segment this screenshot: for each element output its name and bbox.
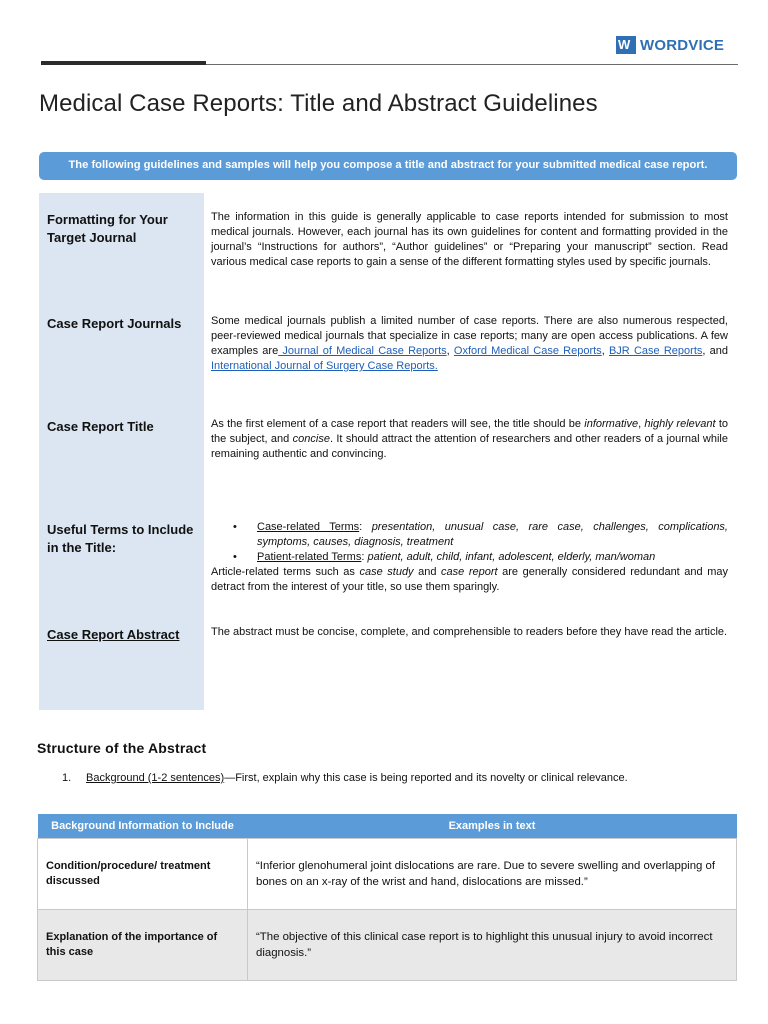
section-text-journals: Some medical journals publish a limited number of case reports. There are also numerous respected, peer-reviewed medical journals that specialize in case reports; many are open access publications. A few examples are Journal of Medical Case Reports, Oxford Medical Case Reports, BJR Case Reports, and International Journal of Surgery Case Reports. [211, 315, 728, 372]
section-text-formatting: The information in this guide is generally applicable to case reports intended for submission to most medical journals. However, each journal has its own guidelines for content and formatting provided in the journal’s “Instructions for authors”, “Author guidelines” or “Preparing your manuscript” section. Read various medical case reports to gain a sense of the different formatting styles used by specific journals. [211, 211, 728, 268]
table-header: Background Information to Include [38, 814, 248, 839]
link-oxford-medical-case-reports[interactable]: Oxford Medical Case Reports [453, 345, 602, 357]
section-text-abstract: The abstract must be concise, complete, and comprehensible to readers before they have read the article. [211, 626, 728, 638]
intro-banner: The following guidelines and samples will help you compose a title and abstract for your submitted medical case report. [39, 152, 737, 180]
table-row [38, 839, 737, 910]
table-cell-label: Explanation of the importance of this case [38, 910, 248, 981]
section-label-title: Case Report Title [47, 419, 154, 434]
structure-heading: Structure of the Abstract [37, 740, 207, 756]
link-intl-journal-surgery-case-reports[interactable]: International Journal of Surgery Case Reports. [211, 360, 438, 372]
section-label-formatting: Formatting for Your Target Journal [47, 212, 168, 245]
table-cell-label: Condition/procedure/ treatment discussed [38, 839, 248, 910]
section-text-terms [211, 520, 728, 595]
section-label-journals: Case Report Journals [47, 316, 182, 331]
table-header: Examples in text [248, 814, 737, 839]
section-text-title: As the first element of a case report that readers will see, the title should be informative, highly relevant to the subject, and concise. It should attract the attention of researchers and other readers of a journal while remaining authentic and convincing. [211, 418, 728, 460]
background-table [37, 814, 737, 981]
link-journal-medical-case-reports[interactable]: Journal of Medical Case Reports [278, 345, 447, 357]
bullet-case-related: • Case-related Terms: presentation, unusual case, rare case, challenges, complications, symptoms, causes, diagnosis, treatment [211, 520, 728, 550]
table-cell-example: “Inferior glenohumeral joint dislocations are rare. Due to severe swelling and overlapping of bones on an x-ray of the wrist and hand, dislocations are missed.” [248, 839, 737, 910]
brand-name: WORDVICE [640, 36, 725, 54]
header-accent-rule [41, 61, 206, 65]
brand-logo [616, 36, 724, 54]
bullet-patient-related: • Patient-related Terms: patient, adult, child, infant, adolescent, elderly, man/woman [211, 550, 728, 565]
table-cell-example: “The objective of this clinical case report is to highlight this unusual injury to avoid incorrect diagnosis.” [248, 910, 737, 981]
section-label-terms: Useful Terms to Include in the Title: [47, 522, 194, 555]
section-label-abstract: Case Report Abstract [47, 627, 180, 642]
table-header-row [38, 814, 737, 839]
link-bjr-case-reports[interactable]: BJR Case Reports [608, 345, 703, 357]
terms-note: Article-related terms such as case study and case report are generally considered redundant and may detract from the interest of your title, so use them sparingly. [211, 566, 728, 593]
structure-item-1: 1. Background (1-2 sentences)—First, explain why this case is being reported and its novelty or clinical relevance. [62, 772, 628, 784]
table-row [38, 910, 737, 981]
wordvice-logo-icon [616, 36, 636, 54]
page-title: Medical Case Reports: Title and Abstract Guidelines [39, 90, 598, 117]
